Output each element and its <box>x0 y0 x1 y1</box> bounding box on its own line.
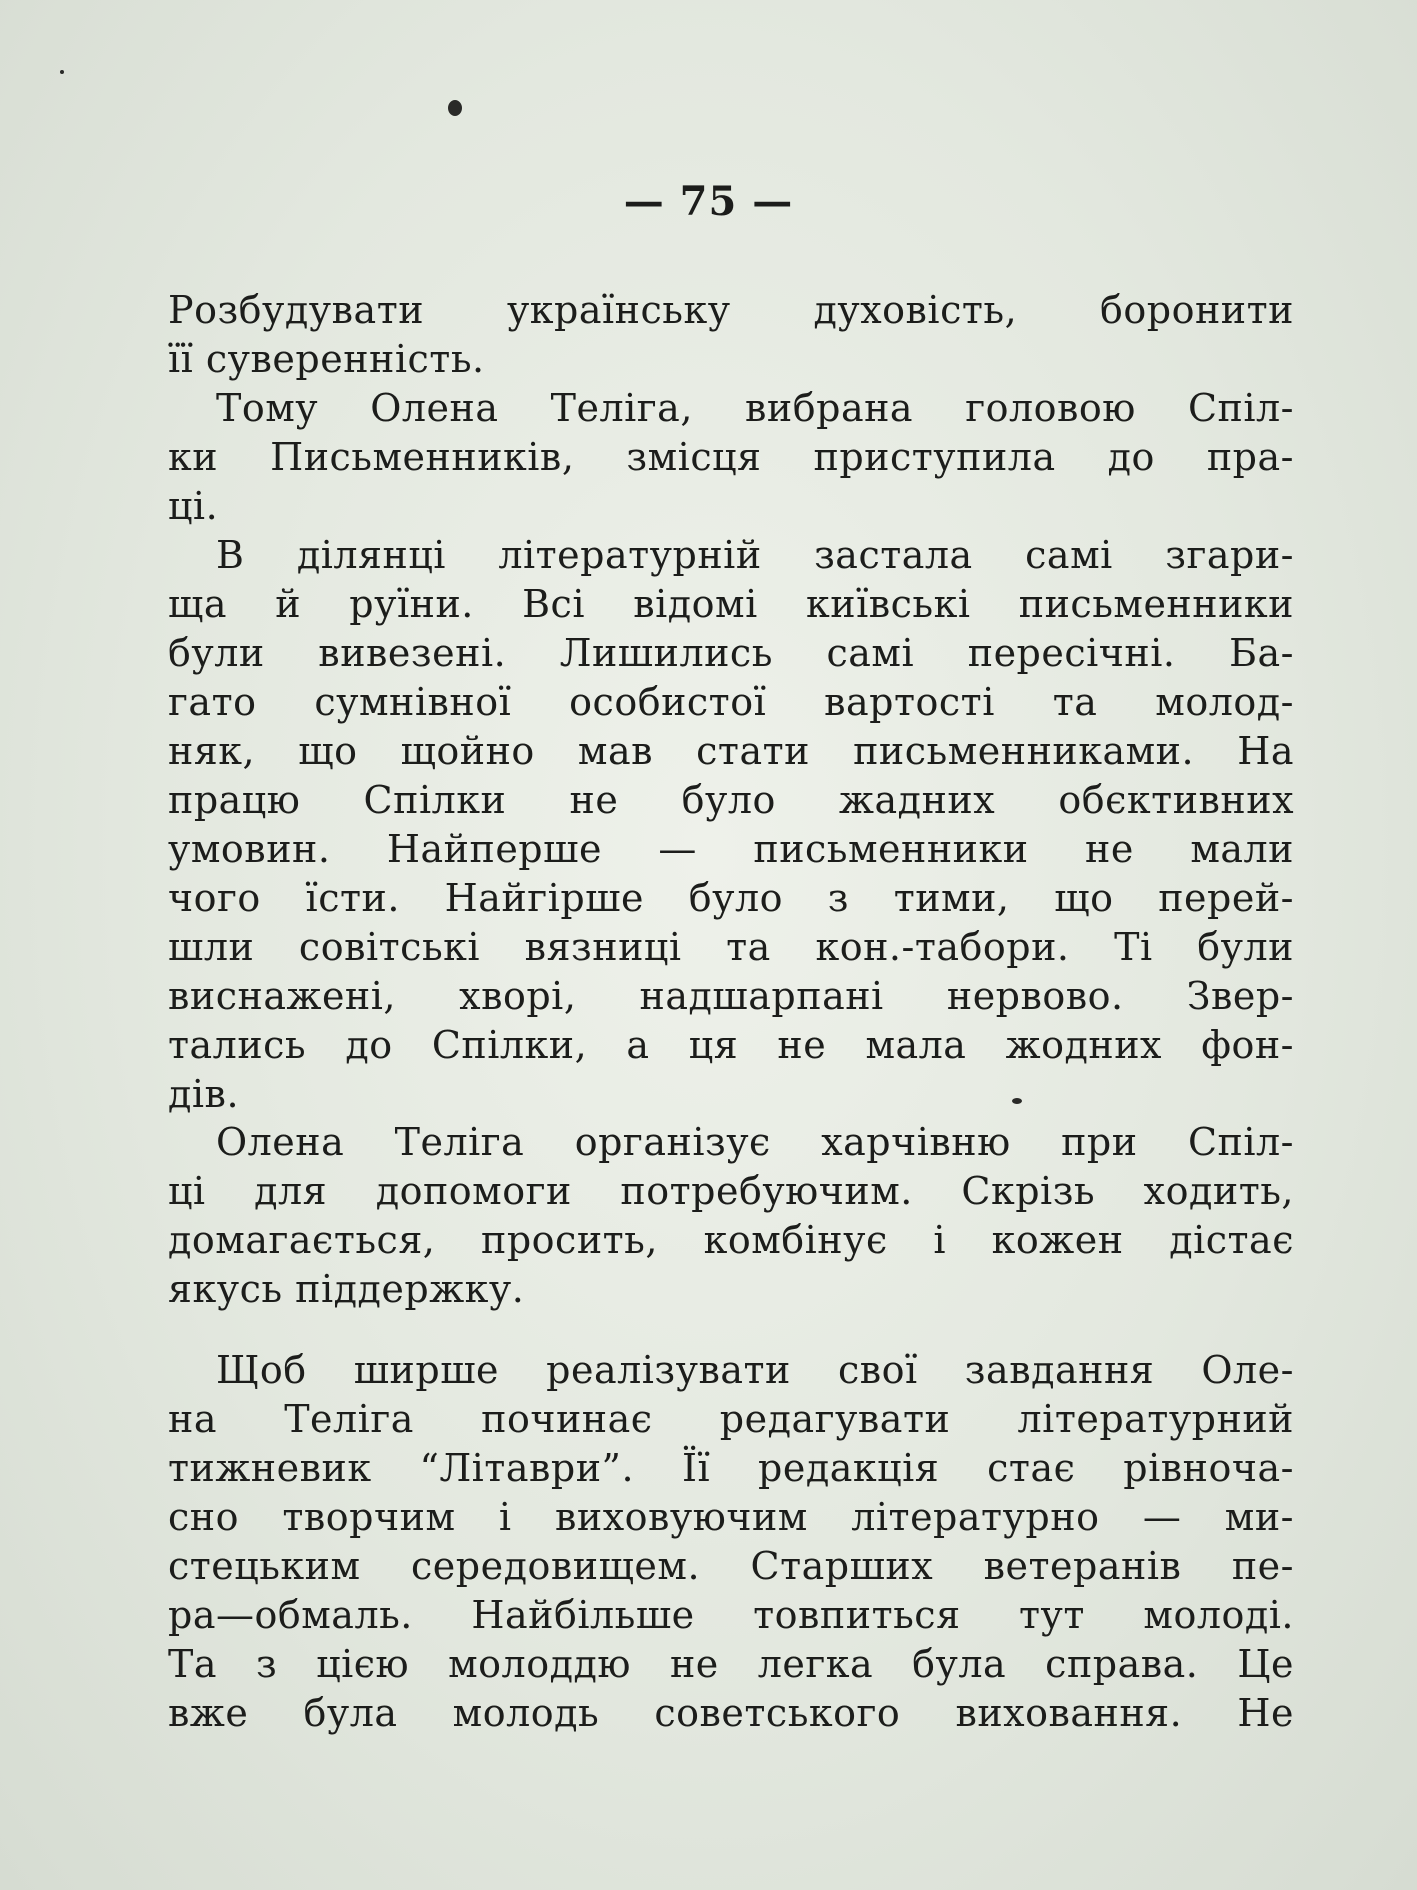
page-number: — 75 — <box>623 178 794 225</box>
text-line: тались до Спілки, а ця не мала жодних фон- <box>168 1023 1294 1067</box>
paragraph <box>168 286 1294 384</box>
text-line: Олена Теліга організує харчівню при Спіл- <box>216 1120 1294 1164</box>
text-line: ці. <box>168 484 219 528</box>
paragraph <box>168 1346 1294 1738</box>
paragraph <box>168 384 1294 531</box>
text-line: В ділянці літературній застала самі згари- <box>216 533 1294 577</box>
text-line: вже була молодь советського виховання. Не <box>168 1691 1294 1735</box>
text-line: тижневик “Літаври”. Її редакція стає рівноча- <box>168 1446 1294 1490</box>
text-line: гато сумнівної особистої вартості та молод- <box>168 680 1294 724</box>
text-line: Щоб ширше реалізувати свої завдання Оле- <box>216 1348 1294 1392</box>
text-line: працю Спілки не було жадних обєктивних <box>168 778 1294 822</box>
text-line: ці для допомоги потребуючим. Скрізь ходить, <box>168 1169 1294 1213</box>
text-line: стецьким середовищем. Старших ветеранів пе- <box>168 1544 1294 1588</box>
ink-speck <box>60 70 64 74</box>
text-line: Та з цією молоддю не легка була справа. Це <box>168 1642 1294 1686</box>
text-line: домагається, просить, комбінує і кожен дістає <box>168 1218 1294 1262</box>
text-line: чого їсти. Найгірше було з тими, що перей- <box>168 876 1294 920</box>
paragraph <box>168 531 1294 1119</box>
text-line: виснажені, хворі, надшарпані нервово. Звер- <box>168 974 1294 1018</box>
text-line: якусь піддержку. <box>168 1267 525 1311</box>
text-line: були вивезені. Лишились самі пересічні. Ба- <box>168 631 1294 675</box>
text-line: Розбудувати українську духовість, боронити <box>168 288 1294 332</box>
text-line: няк, що щойно мав стати письменниками. На <box>168 729 1294 773</box>
text-line: сно творчим і виховуючим літературно — ми- <box>168 1495 1294 1539</box>
text-line: на Теліга починає редагувати літературний <box>168 1397 1294 1441</box>
text-line: ща й руїни. Всі відомі київські письменники <box>168 582 1294 626</box>
text-line: дів. <box>168 1072 240 1116</box>
text-line: її суверенність. <box>168 337 485 381</box>
text-line: ки Письменників, змісця приступила до пра- <box>168 435 1294 479</box>
paragraph <box>168 1118 1294 1314</box>
text-line: Тому Олена Теліга, вибрана головою Спіл- <box>216 386 1294 430</box>
text-line: умовин. Найперше — письменники не мали <box>168 827 1294 871</box>
text-line: шли совітські вязниці та кон.-табори. Ті були <box>168 925 1294 969</box>
text-line: ра—обмаль. Найбільше товпиться тут молоді. <box>168 1593 1294 1637</box>
ink-speck <box>448 100 462 116</box>
